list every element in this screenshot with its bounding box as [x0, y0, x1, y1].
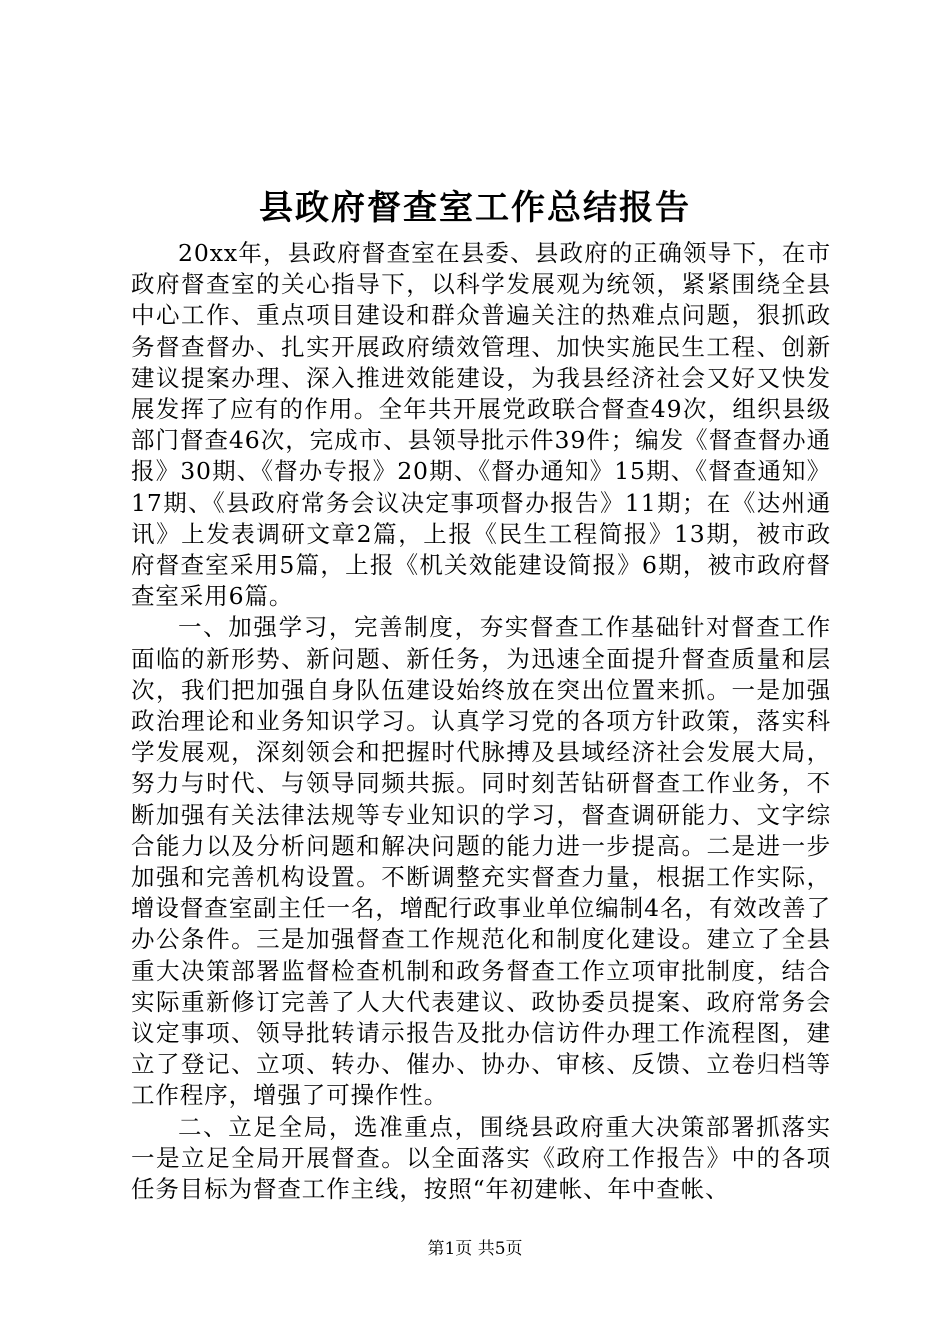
page-number-footer: 第1页 共5页 — [427, 1239, 523, 1259]
paragraph-section-1: 一、加强学习，完善制度，夯实督查工作基础针对督查工作面临的新形势、新问题、新任务，为迅速全面提升督查质量和层次，我们把加强自身队伍建设始终放在突出位置来抓。一是加强政治理论和业务知识学习。认真学习党的各项方针政策，落实科学发展观，深刻领会和把握时代脉搏及县域经济社会发展大局，努力与时代、与领导同频共振。同时刻苦钻研督查工作业务，不断加强有关法律法规等专业知识的学习，督查调研能力、文字综合能力以及分析问题和解决问题的能力进一步提高。二是进一步加强和完善机构设置。不断调整充实督查力量，根据工作实际，增设督查室副主任一名，增配行政事业单位编制4名，有效改善了办公条件。三是加强督查工作规范化和制度化建设。建立了全县重大决策部署监督检查机制和政务督查工作立项审批制度，结合实际重新修订完善了人大代表建议、政协委员提案、政府常务会议定事项、领导批转请示报告及批办信访件办理工作流程图，建立了登记、立项、转办、催办、协办、审核、反馈、立卷归档等工作程序，增强了可操作性。 — [131, 613, 831, 1110]
paragraph-section-2: 二、立足全局，选准重点，围绕县政府重大决策部署抓落实一是立足全局开展督查。以全面落实《政府工作报告》中的各项任务目标为督查工作主线，按照“年初建帐、年中查帐、 — [131, 1112, 831, 1204]
document-title: 县政府督查室工作总结报告 — [259, 188, 691, 228]
paragraph-intro: 20xx年，县政府督查室在县委、县政府的正确领导下，在市政府督查室的关心指导下，以科学发展观为统领，紧紧围绕全县中心工作、重点项目建设和群众普遍关注的热难点问题，狠抓政务督查督办、扎实开展政府绩效管理、加快实施民生工程、创新建议提案办理、深入推进效能建设，为我县经济社会又好又快发展发挥了应有的作用。全年共开展党政联合督查49次，组织县级部门督查46次，完成市、县领导批示件39件；编发《督查督办通报》30期、《督办专报》20期、《督办通知》15期、《督查通知》17期、《县政府常务会议决定事项督办报告》11期；在《达州通讯》上发表调研文章2篇，上报《民生工程简报》13期，被市政府督查室采用5篇，上报《机关效能建设简报》6期，被市政府督查室采用6篇。 — [131, 239, 831, 611]
document-body — [131, 238, 831, 1205]
